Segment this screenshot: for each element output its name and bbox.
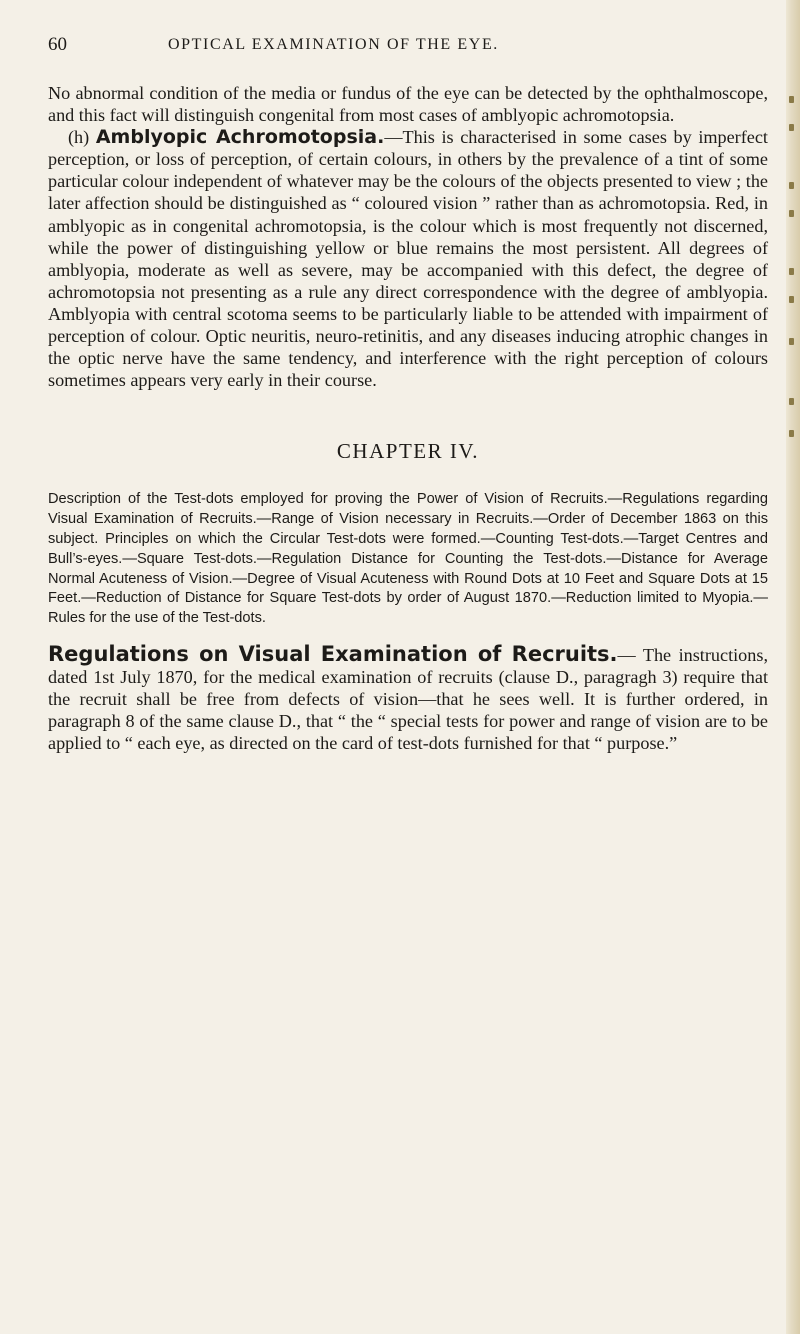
page-edge [786,0,800,1334]
chapter-synopsis: Description of the Test-dots employed for proving the Power of Vision of Recruits.—Regulations regarding Visual Examination of Recruits.—Range of Vision necessary in Recruits.—Order of December 1863 on this subject. Principles on which the Circular Test-dots were formed.—Counting Test-dots.—Target Centres and Bull’s-eyes.—Square Test-dots.—Regulation Distance for Counting the Test-dots.—Distance for Average Normal Acuteness of Vision.—Degree of Visual Acuteness with Round Dots at 10 Feet and Square Dots at 15 Feet.—Reduction of Distance for Square Test-dots by order of August 1870.—Reduction limited to Myopia.—Rules for the use of the Test-dots. [48,491,768,627]
edge-mark [789,210,794,217]
page-header [48,34,768,56]
section-text: —This is characterised in some cases by imperfect perception, or loss of perception, of certain colours, in others by the prevalence of a tint of some particular colour independent of whatever may be the colours of the objects presented to view ; the later affection should be distinguished as “ coloured vision ” rather than as achromotopsia. Red, in amblyopic as in congenital achromotopsia, is the colour which is most frequently not discerned, while the power of distinguishing yellow or blue remains the most persistent. All degrees of amblyopia, moderate as well as severe, may be accompanied with this defect, the degree of achromotopsia not presenting as a rule any direct correspondence with the degree of amblyopia. Amblyopia with central scotoma seems to be particularly liable to be attended with impairment of perception of colour. Optic neuritis, neuro-retinitis, and any diseases inducing atrophic changes in the optic nerve have the same tendency, and interference with the right perception of colours sometimes appears very early in their course. [48,127,768,391]
section-title-amblyopic-achromotopsia: Amblyopic Achromotopsia. [95,126,385,149]
edge-mark [789,398,794,405]
paragraph-congenital-distinction: No abnormal condition of the media or fundus of the eye can be detected by the ophthalmoscope, and this fact will distinguish congenital from most cases of amblyopic achromotopsia. [48,83,768,126]
paragraph-regulations [48,643,768,754]
edge-mark [789,124,794,131]
paragraph-amblyopic-achromotopsia [48,126,768,391]
edge-mark [789,268,794,275]
section-text-regulations: — The instructions, dated 1st July 1870, for the medical examination of recruits (clause D., paragragh 3) require that the recruit shall be free from defects of vision—that he sees well. It is further ordered, in paragraph 8 of the same clause D., that “ the “ special tests for power and range of vision are to be applied to “ each eye, as directed on the card of test-dots furnished for that “ purpose.” [48,644,768,754]
page-body [48,82,768,754]
chapter-heading: CHAPTER IV. [336,439,480,464]
edge-mark [789,338,794,345]
page-number: 60 [48,34,67,55]
section-title-regulations: Regulations on Visual Examination of Recruits. [48,641,618,666]
edge-mark [789,96,794,103]
edge-mark [789,430,794,437]
edge-mark [789,182,794,189]
section-label: (h) [68,127,90,148]
running-head: OPTICAL EXAMINATION OF THE EYE. [168,36,499,53]
edge-mark [789,296,794,303]
